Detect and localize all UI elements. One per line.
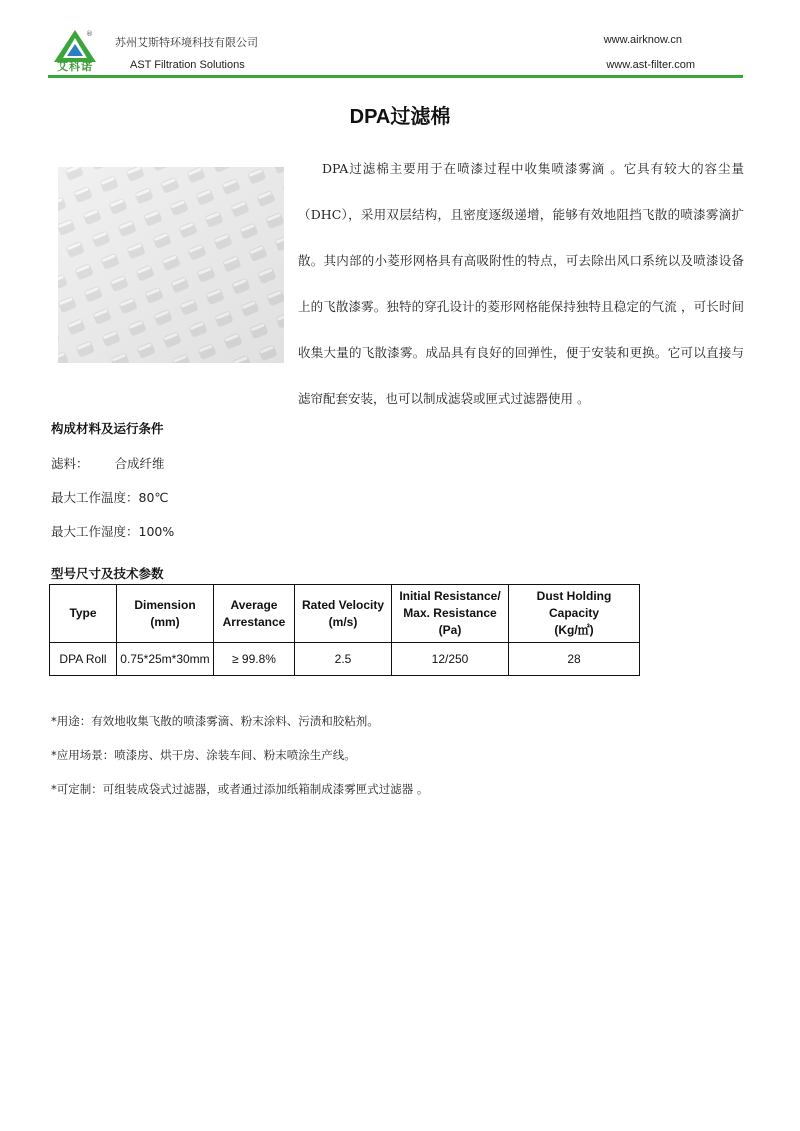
header-type: Type [50,585,117,643]
cell-dimension: 0.75*25m*30mm [117,643,214,676]
product-image [58,167,284,363]
cell-resistance: 12/250 [392,643,509,676]
cell-arrestance: ≥ 99.8% [214,643,295,676]
filter-material-value: 合成纤维 [114,456,165,471]
website-link-1[interactable]: www.airknow.cn [603,34,682,46]
spec-table-header-row [50,585,640,643]
spec-table [49,584,640,676]
spec-heading: 型号尺寸及技术参数 [51,566,164,581]
website-link-2[interactable]: www.ast-filter.com [606,59,695,71]
cell-dust-capacity: 28 [509,643,640,676]
company-name-en: AST Filtration Solutions [130,59,245,71]
materials-heading: 构成材料及运行条件 [51,421,164,436]
cell-velocity: 2.5 [295,643,392,676]
max-temperature: 最大工作温度：80℃ [51,490,169,505]
logo-text: 艾科诺 [57,60,93,73]
note-usage: *用途：有效地收集飞散的喷漆雾滴、粉末涂料、污渍和胶粘剂。 [51,714,379,728]
header-velocity: Rated Velocity (m/s) [295,585,392,643]
filter-material-row [51,454,165,472]
max-humidity: 最大工作湿度：100% [51,524,175,539]
document-title: DPA过滤棉 [349,106,451,128]
registered-mark: ® [86,30,93,38]
header-dimension: Dimension (mm) [117,585,214,643]
company-name-cn: 苏州艾斯特环境科技有限公司 [115,36,258,49]
intro-paragraph: DPA过滤棉主要用于在喷漆过程中收集喷漆雾滴 。它具有较大的容尘量（DHC），采用双层结构，且密度逐级递增，能够有效地阻挡飞散的喷漆雾滴扩散。其内部的小菱形网格具有高吸附性的特点，可去除出风口系统以及喷漆设备上的飞散漆雾。独特的穿孔设计的菱形网格能保持独特且稳定的气流 ，可长时间收集大量的飞散漆雾。成品具有良好的回弹性，便于安装和更换。它可以直接与滤帘配套安装，也可以制成滤袋或匣式过滤器使用 。 [298,161,744,406]
header-dust-capacity: Dust Holding Capacity (Kg/㎡) [509,585,640,643]
note-applications: *应用场景：喷漆房、烘干房、涂装车间、粉末喷涂生产线。 [51,748,356,762]
note-customization: *可定制：可组装成袋式过滤器，或者通过添加纸箱制成漆雾匣式过滤器 。 [51,782,429,796]
filter-material-label: 滤料： [51,456,89,471]
cell-type: DPA Roll [50,643,117,676]
header-arrestance: Average Arrestance [214,585,295,643]
header-divider [48,75,743,78]
table-row [50,643,640,676]
header-resistance: Initial Resistance/ Max. Resistance (Pa) [392,585,509,643]
